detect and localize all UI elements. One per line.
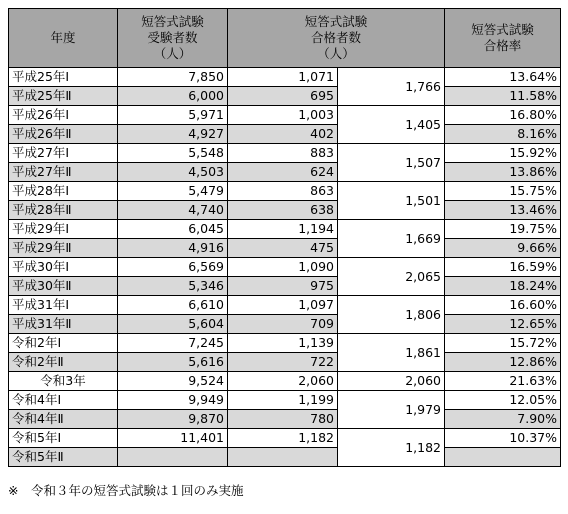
year-label: 平成28年Ⅱ xyxy=(9,201,118,220)
passers-cell: 695 xyxy=(228,87,338,106)
passers-cell: 709 xyxy=(228,315,338,334)
year-label: 平成30年Ⅰ xyxy=(9,258,118,277)
examinees-cell: 6,569 xyxy=(118,258,228,277)
table-row xyxy=(9,106,561,125)
passers-cell: 1,090 xyxy=(228,258,338,277)
table-header xyxy=(9,9,561,68)
rate-cell: 16.80% xyxy=(445,106,561,125)
table-row xyxy=(9,277,561,296)
rate-cell: 16.59% xyxy=(445,258,561,277)
table-row xyxy=(9,448,561,467)
rate-cell: 13.64% xyxy=(445,68,561,87)
year-label: 平成25年Ⅰ xyxy=(9,68,118,87)
rate-cell: 11.58% xyxy=(445,87,561,106)
rate-cell: 8.16% xyxy=(445,125,561,144)
passers-cell: 883 xyxy=(228,144,338,163)
year-label: 平成27年Ⅰ xyxy=(9,144,118,163)
rate-cell: 13.86% xyxy=(445,163,561,182)
passers-cell: 1,071 xyxy=(228,68,338,87)
passers-cell: 624 xyxy=(228,163,338,182)
annual-total-cell: 2,060 xyxy=(338,372,445,391)
table-row xyxy=(9,68,561,87)
examinees-cell: 5,548 xyxy=(118,144,228,163)
header-passers: 短答式試験 合格者数 （人） xyxy=(228,9,445,68)
results-table xyxy=(8,8,561,467)
annual-total-cell: 1,669 xyxy=(338,220,445,258)
year-label: 平成31年Ⅰ xyxy=(9,296,118,315)
passers-cell: 1,199 xyxy=(228,391,338,410)
passers-cell: 638 xyxy=(228,201,338,220)
annual-total-cell: 1,182 xyxy=(338,429,445,467)
rate-cell: 15.72% xyxy=(445,334,561,353)
examinees-cell: 7,850 xyxy=(118,68,228,87)
table-row xyxy=(9,372,561,391)
table-row xyxy=(9,182,561,201)
annual-total-cell: 1,507 xyxy=(338,144,445,182)
header-row xyxy=(9,9,561,68)
passers-cell: 1,182 xyxy=(228,429,338,448)
annual-total-cell: 1,405 xyxy=(338,106,445,144)
passers-cell: 863 xyxy=(228,182,338,201)
year-label: 平成26年Ⅱ xyxy=(9,125,118,144)
examinees-cell: 6,610 xyxy=(118,296,228,315)
examinees-cell: 5,971 xyxy=(118,106,228,125)
table-row xyxy=(9,296,561,315)
passers-cell: 1,097 xyxy=(228,296,338,315)
table-row xyxy=(9,315,561,334)
table-row xyxy=(9,144,561,163)
passers-cell: 1,003 xyxy=(228,106,338,125)
table-row xyxy=(9,429,561,448)
year-label: 令和3年 xyxy=(9,372,118,391)
rate-cell: 7.90% xyxy=(445,410,561,429)
rate-cell: 12.65% xyxy=(445,315,561,334)
year-label: 令和5年Ⅰ xyxy=(9,429,118,448)
rate-cell: 12.86% xyxy=(445,353,561,372)
rate-cell: 19.75% xyxy=(445,220,561,239)
year-label: 平成29年Ⅰ xyxy=(9,220,118,239)
header-examinees: 短答式試験 受験者数 （人） xyxy=(118,9,228,68)
annual-total-cell: 1,766 xyxy=(338,68,445,106)
examinees-cell: 6,000 xyxy=(118,87,228,106)
results-table-container xyxy=(8,8,560,467)
rate-cell: 9.66% xyxy=(445,239,561,258)
year-label: 平成30年Ⅱ xyxy=(9,277,118,296)
rate-cell: 15.92% xyxy=(445,144,561,163)
examinees-cell: 4,916 xyxy=(118,239,228,258)
examinees-cell: 11,401 xyxy=(118,429,228,448)
examinees-cell: 9,524 xyxy=(118,372,228,391)
year-label: 平成28年Ⅰ xyxy=(9,182,118,201)
header-rate: 短答式試験 合格率 xyxy=(445,9,561,68)
passers-cell: 475 xyxy=(228,239,338,258)
examinees-cell xyxy=(118,448,228,467)
passers-cell xyxy=(228,448,338,467)
examinees-cell: 5,616 xyxy=(118,353,228,372)
rate-cell: 13.46% xyxy=(445,201,561,220)
year-label: 平成29年Ⅱ xyxy=(9,239,118,258)
passers-cell: 780 xyxy=(228,410,338,429)
table-row xyxy=(9,201,561,220)
year-label: 令和2年Ⅱ xyxy=(9,353,118,372)
rate-cell: 12.05% xyxy=(445,391,561,410)
annual-total-cell: 1,806 xyxy=(338,296,445,334)
passers-cell: 1,194 xyxy=(228,220,338,239)
year-label: 令和5年Ⅱ xyxy=(9,448,118,467)
table-row xyxy=(9,391,561,410)
examinees-cell: 7,245 xyxy=(118,334,228,353)
year-label: 令和4年Ⅱ xyxy=(9,410,118,429)
annual-total-cell: 1,861 xyxy=(338,334,445,372)
rate-cell xyxy=(445,448,561,467)
examinees-cell: 5,479 xyxy=(118,182,228,201)
rate-cell: 18.24% xyxy=(445,277,561,296)
footnote: ※ 令和３年の短答式試験は１回のみ実施 xyxy=(8,483,244,498)
examinees-cell: 4,740 xyxy=(118,201,228,220)
table-row xyxy=(9,87,561,106)
table-row xyxy=(9,258,561,277)
year-label: 平成27年Ⅱ xyxy=(9,163,118,182)
table-row xyxy=(9,220,561,239)
examinees-cell: 9,870 xyxy=(118,410,228,429)
examinees-cell: 4,503 xyxy=(118,163,228,182)
rate-cell: 21.63% xyxy=(445,372,561,391)
table-row xyxy=(9,334,561,353)
rate-cell: 15.75% xyxy=(445,182,561,201)
examinees-cell: 5,604 xyxy=(118,315,228,334)
annual-total-cell: 1,979 xyxy=(338,391,445,429)
rate-cell: 16.60% xyxy=(445,296,561,315)
passers-cell: 402 xyxy=(228,125,338,144)
year-label: 平成31年Ⅱ xyxy=(9,315,118,334)
passers-cell: 2,060 xyxy=(228,372,338,391)
annual-total-cell: 1,501 xyxy=(338,182,445,220)
rate-cell: 10.37% xyxy=(445,429,561,448)
examinees-cell: 5,346 xyxy=(118,277,228,296)
year-label: 令和2年Ⅰ xyxy=(9,334,118,353)
table-row xyxy=(9,125,561,144)
table-row xyxy=(9,163,561,182)
header-year: 年度 xyxy=(9,9,118,68)
table-body xyxy=(9,68,561,467)
annual-total-cell: 2,065 xyxy=(338,258,445,296)
examinees-cell: 9,949 xyxy=(118,391,228,410)
examinees-cell: 4,927 xyxy=(118,125,228,144)
table-row xyxy=(9,353,561,372)
year-label: 令和4年Ⅰ xyxy=(9,391,118,410)
passers-cell: 1,139 xyxy=(228,334,338,353)
passers-cell: 975 xyxy=(228,277,338,296)
year-label: 平成25年Ⅱ xyxy=(9,87,118,106)
table-row xyxy=(9,410,561,429)
year-label: 平成26年Ⅰ xyxy=(9,106,118,125)
examinees-cell: 6,045 xyxy=(118,220,228,239)
table-row xyxy=(9,239,561,258)
passers-cell: 722 xyxy=(228,353,338,372)
